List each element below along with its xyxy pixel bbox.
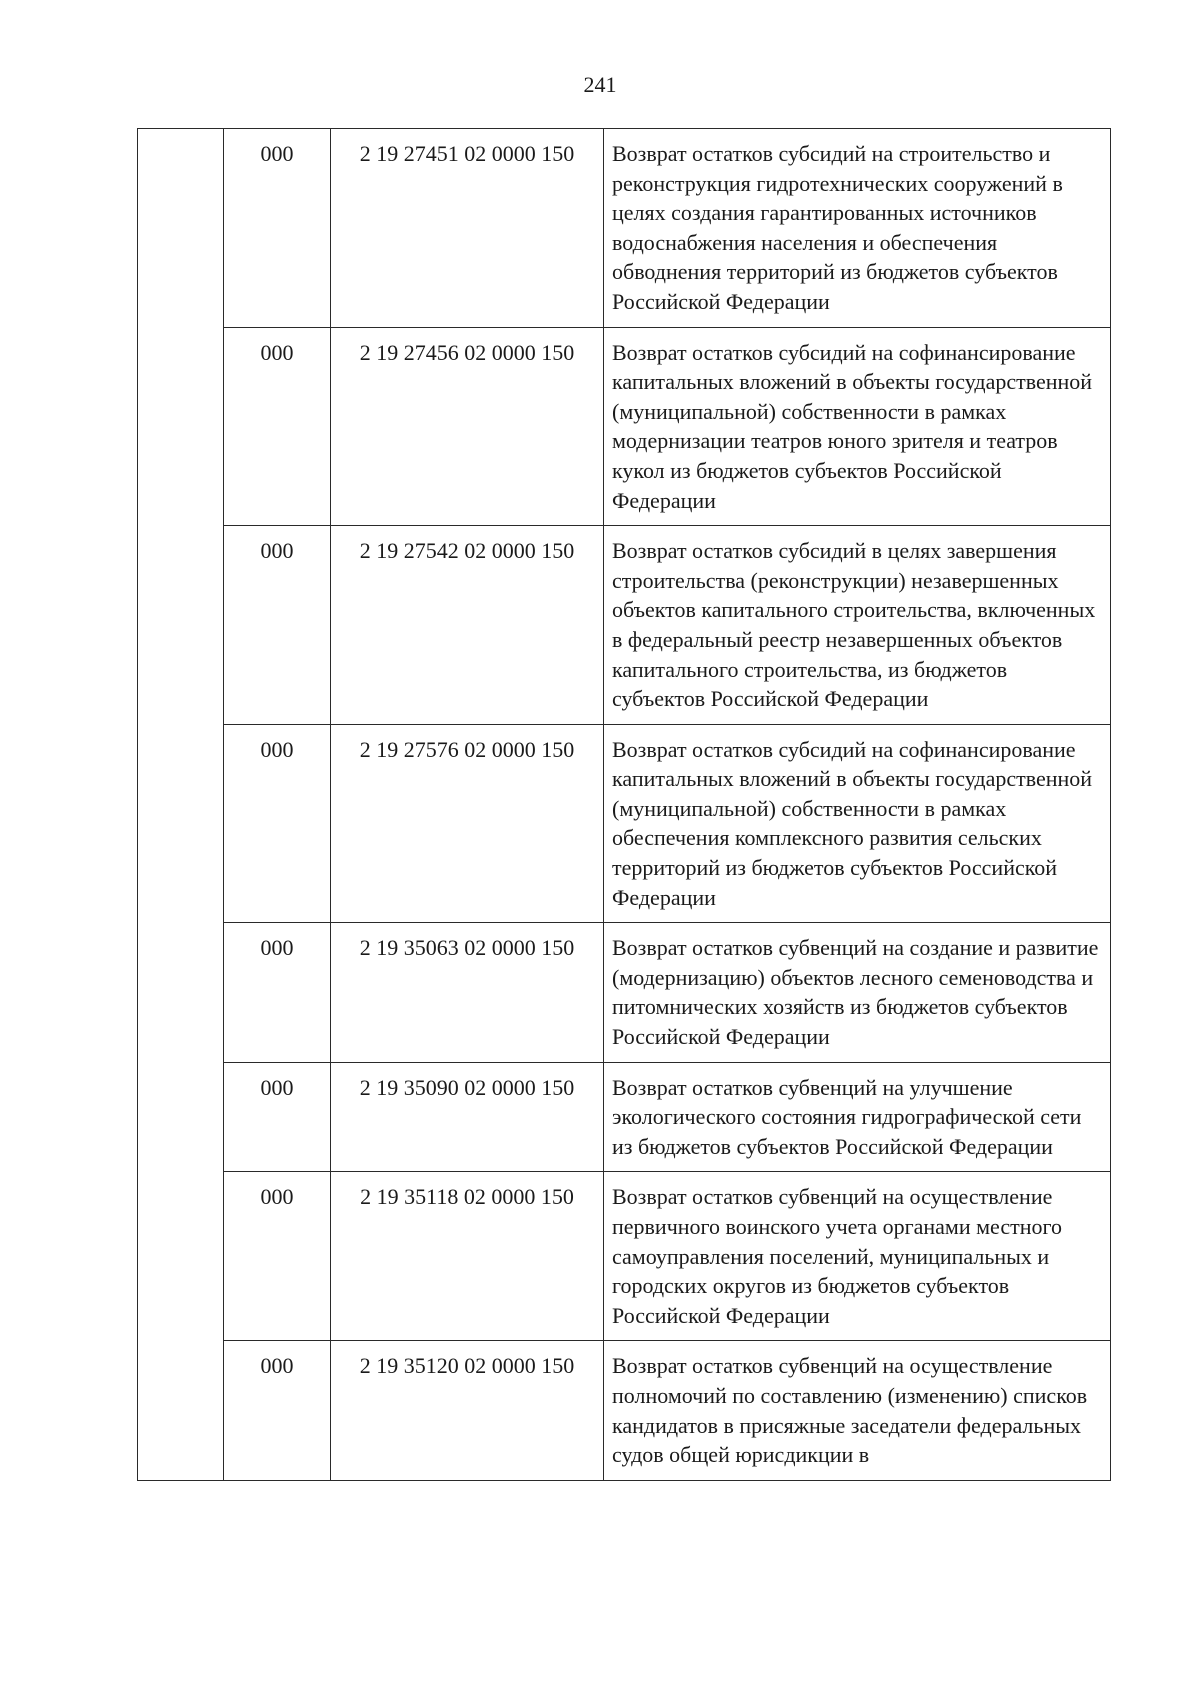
admin-code-cell: 000 (224, 526, 331, 725)
revenue-name-cell: Возврат остатков субсидий в целях завершения строительства (реконструкции) незавершенных объектов капитального строительства, включенных в федеральный реестр незавершенных объектов капитального строительства, из бюджетов субъектов Российской Федерации (604, 526, 1111, 725)
admin-code-cell: 000 (224, 129, 331, 328)
budget-code-cell: 2 19 27451 02 0000 150 (331, 129, 604, 328)
table-row (138, 923, 1111, 1062)
revenue-name-cell: Возврат остатков субвенций на создание и развитие (модернизацию) объектов лесного семеноводства и питомнических хозяйств из бюджетов субъектов Российской Федерации (604, 923, 1111, 1062)
admin-code-cell: 000 (224, 923, 331, 1062)
admin-code-cell: 000 (224, 1062, 331, 1172)
admin-code-cell: 000 (224, 327, 331, 526)
empty-first-column (138, 129, 224, 1481)
budget-code-cell: 2 19 27542 02 0000 150 (331, 526, 604, 725)
admin-code-cell: 000 (224, 1172, 331, 1341)
budget-code-cell: 2 19 27576 02 0000 150 (331, 724, 604, 923)
budget-code-cell: 2 19 35118 02 0000 150 (331, 1172, 604, 1341)
revenue-name-cell: Возврат остатков субсидий на софинансирование капитальных вложений в объекты государственной (муниципальной) собственности в рамках модернизации театров юного зрителя и театров кукол из бюджетов субъектов Российской Федерации (604, 327, 1111, 526)
revenue-name-cell: Возврат остатков субвенций на осуществление первичного воинского учета органами местного самоуправления поселений, муниципальных и городских округов из бюджетов субъектов Российской Федерации (604, 1172, 1111, 1341)
budget-code-cell: 2 19 35063 02 0000 150 (331, 923, 604, 1062)
revenue-name-cell: Возврат остатков субсидий на строительство и реконструкция гидротехнических сооружений в целях создания гарантированных источников водоснабжения населения и обеспечения обводнения территорий из бюджетов субъектов Российской Федерации (604, 129, 1111, 328)
admin-code-cell: 000 (224, 724, 331, 923)
admin-code-cell: 000 (224, 1341, 331, 1480)
table-row (138, 1172, 1111, 1341)
table-row (138, 129, 1111, 328)
budget-code-cell: 2 19 27456 02 0000 150 (331, 327, 604, 526)
budget-code-table (137, 128, 1111, 1481)
revenue-name-cell: Возврат остатков субсидий на софинансирование капитальных вложений в объекты государственной (муниципальной) собственности в рамках обеспечения комплексного развития сельских территорий из бюджетов субъектов Российской Федерации (604, 724, 1111, 923)
page-number: 241 (583, 72, 617, 97)
revenue-name-cell: Возврат остатков субвенций на улучшение экологического состояния гидрографической сети из бюджетов субъектов Российской Федерации (604, 1062, 1111, 1172)
table-row (138, 327, 1111, 526)
revenue-name-cell: Возврат остатков субвенций на осуществление полномочий по составлению (изменению) списков кандидатов в присяжные заседатели федеральных судов общей юрисдикции в (604, 1341, 1111, 1480)
table-row (138, 724, 1111, 923)
table-row (138, 1062, 1111, 1172)
table-row (138, 1341, 1111, 1480)
budget-code-cell: 2 19 35090 02 0000 150 (331, 1062, 604, 1172)
table-row (138, 526, 1111, 725)
budget-code-cell: 2 19 35120 02 0000 150 (331, 1341, 604, 1480)
